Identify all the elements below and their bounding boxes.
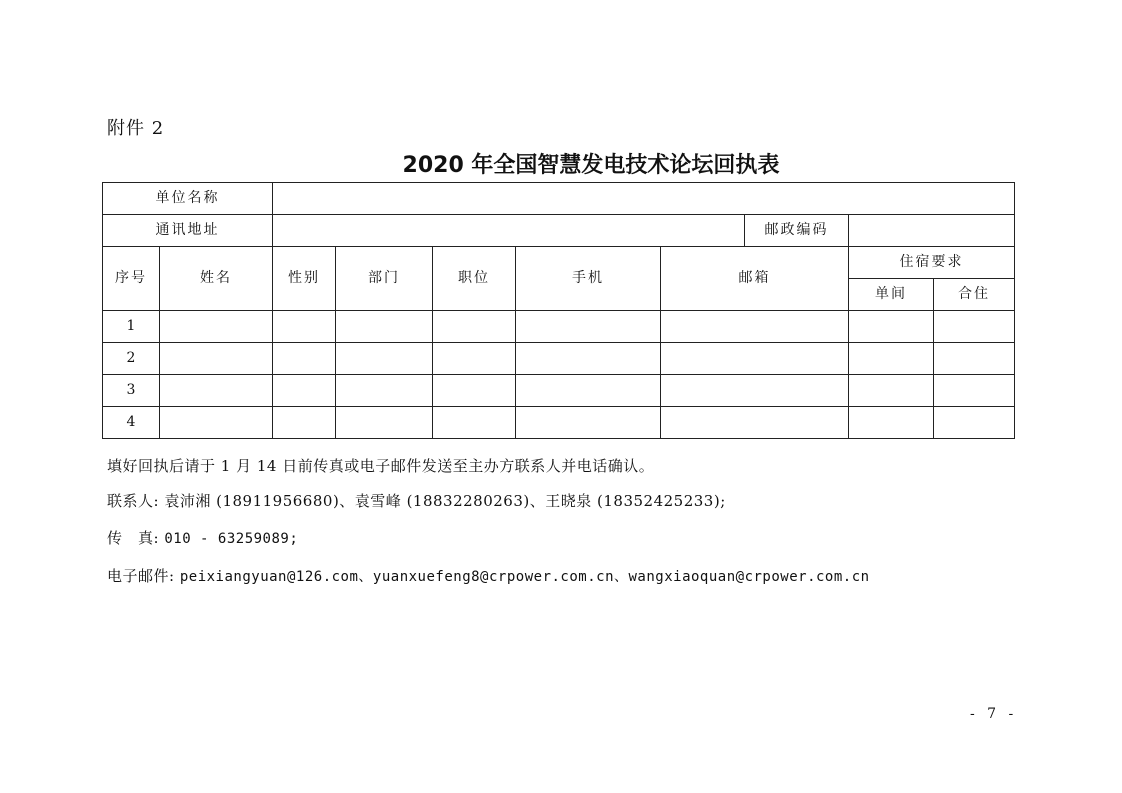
- page-title: 2020 年全国智慧发电技术论坛回执表: [402, 153, 780, 178]
- cell-position[interactable]: [433, 375, 516, 407]
- cell-position[interactable]: [433, 407, 516, 439]
- postcode-field[interactable]: [849, 215, 1015, 247]
- cell-name[interactable]: [160, 407, 273, 439]
- contacts-line: [107, 490, 726, 511]
- cell-department[interactable]: [336, 343, 433, 375]
- header-gender: 性别: [273, 247, 336, 311]
- cell-gender[interactable]: [273, 311, 336, 343]
- cell-single-room[interactable]: [849, 343, 934, 375]
- cell-mobile[interactable]: [516, 343, 661, 375]
- header-row: [103, 247, 1015, 279]
- header-lodging: 住宿要求: [849, 247, 1015, 279]
- cell-shared-room[interactable]: [934, 375, 1015, 407]
- address-row: [103, 215, 1015, 247]
- cell-single-room[interactable]: [849, 311, 934, 343]
- cell-email[interactable]: [661, 311, 849, 343]
- header-department: 部门: [336, 247, 433, 311]
- fax-value: 010 - 63259089;: [164, 531, 299, 547]
- header-mobile: 手机: [516, 247, 661, 311]
- header-single-room: 单间: [849, 279, 934, 311]
- email-value: peixiangyuan@126.com、yuanxuefeng8@crpower.com.cn、wangxiaoquan@crpower.com.cn: [179, 569, 870, 585]
- unit-name-row: [103, 183, 1015, 215]
- contacts-label: 联系人:: [107, 492, 160, 510]
- cell-department[interactable]: [336, 311, 433, 343]
- cell-email[interactable]: [661, 343, 849, 375]
- registration-form-table: [102, 182, 1015, 439]
- contacts-value: 袁沛湘 (18911956680)、袁雪峰 (18832280263)、王晓泉 (18352425233);: [164, 492, 726, 510]
- email-line: [107, 565, 870, 586]
- table-row: [103, 375, 1015, 407]
- address-label: 通讯地址: [103, 215, 273, 247]
- table-row: [103, 343, 1015, 375]
- header-email: 邮箱: [661, 247, 849, 311]
- email-label: 电子邮件:: [107, 567, 175, 585]
- fax-line: [107, 527, 298, 548]
- row-number: 3: [103, 375, 160, 407]
- page-number: - 7 -: [970, 706, 1018, 722]
- row-number: 1: [103, 311, 160, 343]
- table-row: [103, 407, 1015, 439]
- instruction-text: 填好回执后请于 1 月 14 日前传真或电子邮件发送至主办方联系人并电话确认。: [107, 457, 655, 475]
- row-number: 2: [103, 343, 160, 375]
- header-name: 姓名: [160, 247, 273, 311]
- cell-mobile[interactable]: [516, 311, 661, 343]
- cell-gender[interactable]: [273, 407, 336, 439]
- row-number: 4: [103, 407, 160, 439]
- cell-shared-room[interactable]: [934, 407, 1015, 439]
- header-seq: 序号: [103, 247, 160, 311]
- cell-name[interactable]: [160, 311, 273, 343]
- cell-email[interactable]: [661, 375, 849, 407]
- cell-single-room[interactable]: [849, 407, 934, 439]
- table-row: [103, 311, 1015, 343]
- cell-shared-room[interactable]: [934, 311, 1015, 343]
- cell-mobile[interactable]: [516, 407, 661, 439]
- cell-mobile[interactable]: [516, 375, 661, 407]
- cell-shared-room[interactable]: [934, 343, 1015, 375]
- cell-single-room[interactable]: [849, 375, 934, 407]
- cell-gender[interactable]: [273, 343, 336, 375]
- postcode-label: 邮政编码: [745, 215, 849, 247]
- cell-department[interactable]: [336, 407, 433, 439]
- cell-department[interactable]: [336, 375, 433, 407]
- unit-name-label: 单位名称: [103, 183, 273, 215]
- cell-position[interactable]: [433, 311, 516, 343]
- cell-name[interactable]: [160, 375, 273, 407]
- fax-label: 传 真:: [107, 529, 160, 547]
- address-field[interactable]: [273, 215, 745, 247]
- unit-name-field[interactable]: [273, 183, 1015, 215]
- header-position: 职位: [433, 247, 516, 311]
- header-shared-room: 合住: [934, 279, 1015, 311]
- annex-label: 附件 2: [107, 118, 165, 139]
- cell-name[interactable]: [160, 343, 273, 375]
- cell-position[interactable]: [433, 343, 516, 375]
- cell-email[interactable]: [661, 407, 849, 439]
- cell-gender[interactable]: [273, 375, 336, 407]
